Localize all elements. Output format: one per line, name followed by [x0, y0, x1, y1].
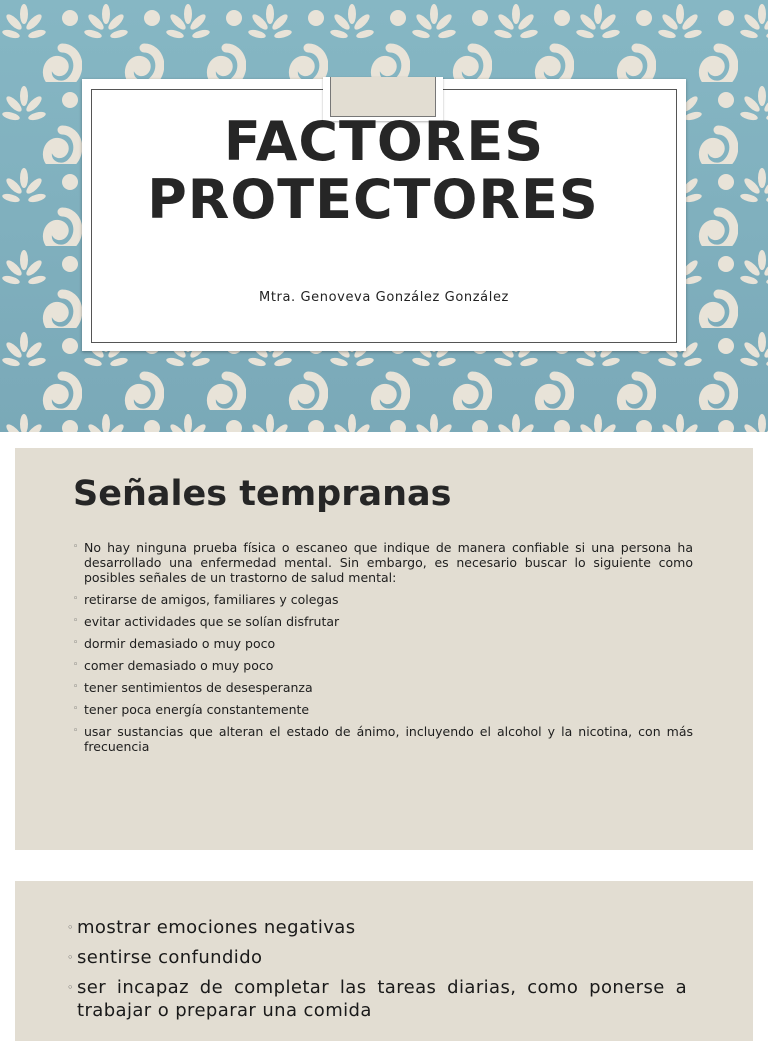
- list-item: ◦ retirarse de amigos, familiares y colegas: [73, 592, 339, 607]
- author-subtitle: Mtra. Genoveva González González: [259, 290, 509, 305]
- bullet-icon: ◦: [73, 682, 79, 692]
- title-line-1: FACTORES: [223, 110, 545, 173]
- list-item: ◦ tener sentimientos de desesperanza: [73, 680, 313, 695]
- title-line-2: PROTECTORES: [147, 168, 599, 231]
- title-card: [82, 79, 686, 351]
- bullet-icon: ◦: [73, 616, 79, 626]
- list-item: ◦ sentirse confundido: [67, 947, 263, 968]
- bullet-icon: ◦: [73, 704, 79, 714]
- bullet-icon: ◦: [73, 726, 79, 736]
- bullet-icon: ◦: [73, 542, 79, 552]
- bullet-icon: ◦: [67, 981, 74, 994]
- bullet-icon: ◦: [67, 951, 74, 964]
- list-item: ◦ tener poca energía constantemente: [73, 702, 310, 717]
- bullet-list: [67, 916, 687, 1029]
- list-item: ◦ comer demasiado o muy poco: [73, 658, 274, 673]
- bullet-icon: ◦: [73, 660, 79, 670]
- list-item: ◦ mostrar emociones negativas: [67, 917, 356, 938]
- bullet-icon: ◦: [67, 921, 74, 934]
- bullet-icon: ◦: [73, 638, 79, 648]
- slide-title: [82, 110, 686, 231]
- signs-continued-slide: [15, 881, 753, 1041]
- list-item: ◦ ser incapaz de completar las tareas diarias, como ponerse a trabajar o preparar una comida: [67, 977, 687, 1021]
- list-item: ◦ dormir demasiado o muy poco: [73, 636, 276, 651]
- early-signs-slide: [15, 448, 753, 850]
- bullet-list: [73, 540, 693, 761]
- list-item: ◦ usar sustancias que alteran el estado de ánimo, incluyendo el alcohol y la nicotina, con más frecuencia: [73, 724, 693, 754]
- bullet-icon: ◦: [73, 594, 79, 604]
- title-slide: [0, 0, 768, 432]
- list-item: ◦ No hay ninguna prueba física o escaneo que indique de manera confiable si una persona ha desarrollado una enfermedad mental. Sin embargo, es necesario buscar lo siguiente como posibles señales de un trastorno de salud mental:: [73, 540, 693, 585]
- slide-heading: Señales tempranas: [73, 474, 452, 514]
- list-item: ◦ evitar actividades que se solían disfrutar: [73, 614, 340, 629]
